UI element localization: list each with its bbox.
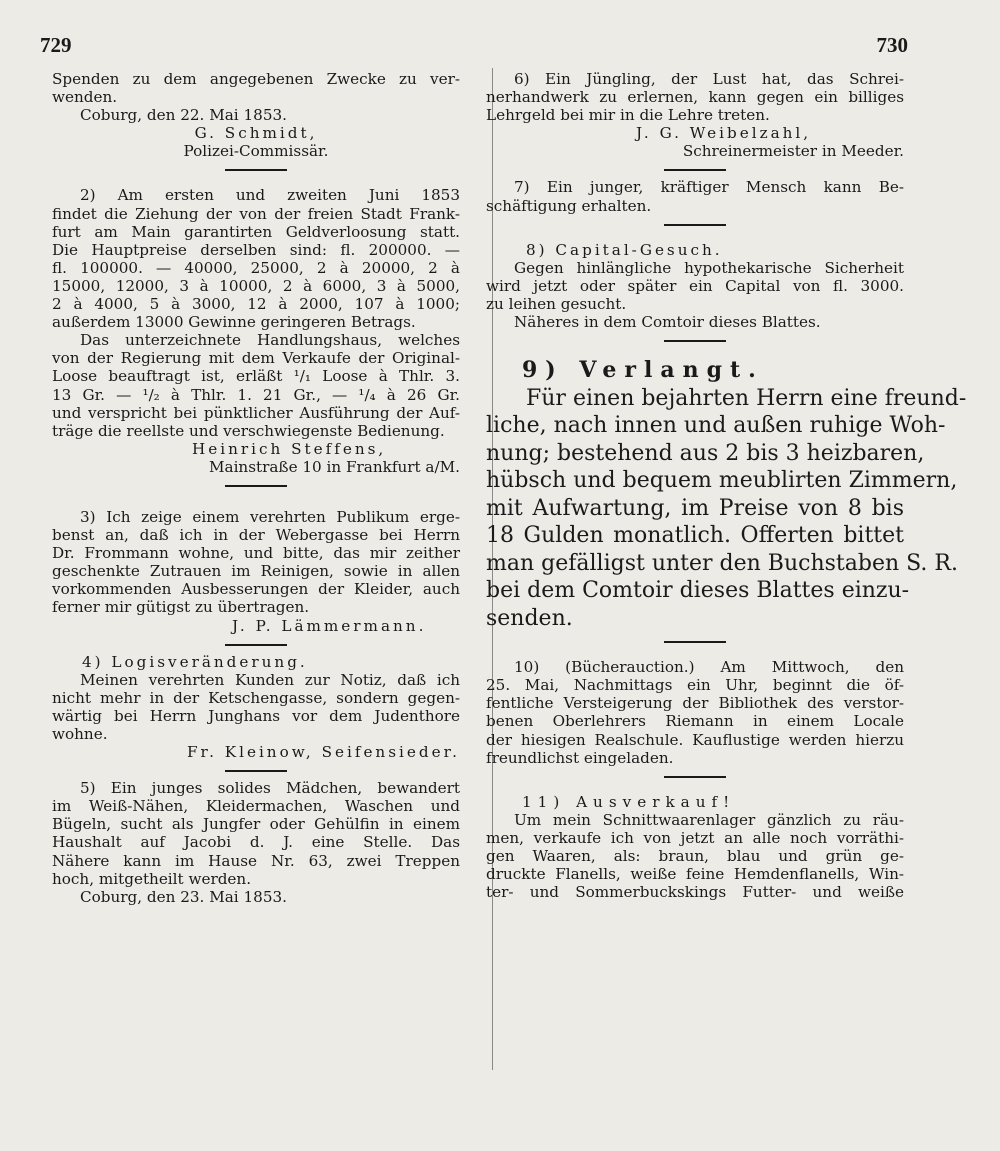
text-line: 6) Ein Jüngling, der Lust hat, das Schrei- xyxy=(514,70,904,88)
text-line: 2) Am ersten und zweiten Juni 1853 xyxy=(80,186,460,205)
text-line: Das unterzeichnete Handlungshaus, welches xyxy=(80,331,460,350)
text-line: druckte Flanells, weiße feine Hemdenflanells, Win- xyxy=(486,865,904,884)
text-line: Dr. Frommann wohne, und bitte, das mir zeither xyxy=(52,544,460,563)
text-line: zu leihen gesucht. xyxy=(486,294,627,313)
section-rule xyxy=(52,160,460,178)
text-line: Haushalt auf Jacobi d. J. eine Stelle. Das xyxy=(52,833,460,852)
notice-heading: 11) Ausverkauf! xyxy=(522,792,736,811)
text-line: wärtig bei Herrn Junghans vor dem Judenthore xyxy=(52,706,460,725)
section-rule xyxy=(486,215,904,233)
notice-3-tailor xyxy=(52,508,460,635)
text-line: Lehrgeld bei mir in die Lehre treten. xyxy=(486,106,770,125)
signature-name: Fr. Kleinow, Seifensieder. xyxy=(186,743,460,762)
text-line: Gegen hinlängliche hypothekarische Sicherheit xyxy=(514,258,904,277)
section-rule xyxy=(52,635,460,653)
text-line: träge die reellste und verschwiegenste Bedienung. xyxy=(52,421,445,440)
signature-name: G. Schmidt, xyxy=(194,124,318,143)
text-line: 25. Mai, Nachmittags ein Uhr, beginnt die öf- xyxy=(486,676,904,695)
text-line: 3) Ich zeige einem verehrten Publikum erge- xyxy=(80,507,460,526)
page-number-right: 730 xyxy=(876,33,908,57)
text-line: Bügeln, sucht als Jungfer oder Gehülfin in einem xyxy=(52,815,460,834)
section-rule xyxy=(52,761,460,779)
text-line: 18 Gulden monatlich. Offerten bittet xyxy=(486,523,904,549)
signature-title: Schreinermeister in Meeder. xyxy=(682,142,904,161)
text-line: Die Hauptpreise derselben sind: fl. 200000. — xyxy=(52,240,460,259)
text-line: wird jetzt oder später ein Capital von fl. 3000. xyxy=(486,276,904,295)
place-date: Coburg, den 22. Mai 1853. xyxy=(80,106,287,125)
section-rule xyxy=(486,632,904,650)
notice-7-job xyxy=(486,178,904,214)
text-line: benen Oberlehrers Riemann in einem Locale xyxy=(486,712,904,731)
text-line: der hiesigen Realschule. Kauflustige werden hierzu xyxy=(486,730,904,749)
notice-11-clearance-sale xyxy=(486,793,904,902)
notice-6-apprentice xyxy=(486,70,904,160)
text-line: bei dem Comtoir dieses Blattes einzu- xyxy=(486,578,910,604)
text-line: men, verkaufe ich von jetzt an alle noch vorräthi- xyxy=(486,828,904,847)
text-line: nicht mehr in der Ketschengasse, sondern gegen- xyxy=(52,688,460,707)
text-line: nung; bestehend aus 2 bis 3 heizbaren, xyxy=(486,440,925,466)
text-line: hübsch und bequem meublirten Zimmern, xyxy=(486,468,958,494)
text-line: mit Aufwartung, im Preise von 8 bis xyxy=(486,495,904,521)
text-line: geschenkte Zutrauen im Reinigen, sowie in allen xyxy=(52,562,460,581)
notice-1-tail xyxy=(52,70,460,160)
signature-title: Polizei-Commissär. xyxy=(183,142,329,161)
section-rule xyxy=(486,331,904,349)
text-line: 15000, 12000, 3 à 10000, 2 à 6000, 3 à 5000, xyxy=(52,276,460,295)
notice-heading: 9) Verlangt. xyxy=(522,357,764,384)
text-line: furt am Main garantirten Geldverloosung statt. xyxy=(52,222,460,241)
notice-heading: 4) Logisveränderung. xyxy=(82,652,308,671)
text-line: 5) Ein junges solides Mädchen, bewandert xyxy=(80,779,460,798)
signature-name: J. G. Weibelzahl, xyxy=(636,124,812,143)
text-line: gen Waaren, als: braun, blau und grün ge- xyxy=(486,846,904,865)
text-line: benst an, daß ich in der Webergasse bei Herrn xyxy=(52,526,460,545)
left-column xyxy=(52,70,460,906)
text-line: ter- und Sommerbuckskings Futter- und weiße xyxy=(486,883,904,902)
section-rule xyxy=(486,160,904,178)
text-line: außerdem 13000 Gewinne geringeren Betrags. xyxy=(52,313,416,332)
text-line: schäftigung erhalten. xyxy=(486,196,652,215)
text-line: 13 Gr. — ¹/₂ à Thlr. 1. 21 Gr., — ¹/₄ à 26 Gr. xyxy=(52,385,460,404)
notice-2-lottery xyxy=(52,186,460,476)
text-line: von der Regierung mit dem Verkaufe der Original- xyxy=(52,349,460,368)
text-line: fentliche Versteigerung der Bibliothek des verstor- xyxy=(486,694,904,713)
text-line: hoch, mitgetheilt werden. xyxy=(52,869,252,888)
notice-10-book-auction xyxy=(486,658,904,767)
text-line: Um mein Schnittwaarenlager gänzlich zu räu- xyxy=(514,810,904,829)
text-line: 10) (Bücherauction.) Am Mittwoch, den xyxy=(514,658,904,677)
signature-name: Heinrich Steffens, xyxy=(192,439,387,458)
text-line: 7) Ein junger, kräftiger Mensch kann Be- xyxy=(514,178,904,197)
text-line: und verspricht bei pünktlicher Ausführung der Auf- xyxy=(52,403,460,422)
right-column xyxy=(486,70,967,902)
text-line: man gefälligst unter den Buchstaben S. R. xyxy=(486,550,958,576)
text-line: vorkommenden Ausbesserungen der Kleider, auch xyxy=(52,580,460,599)
section-rule xyxy=(52,476,460,494)
text-line: Loose beauftragt ist, erläßt ¹/₁ Loose à Thlr. 3. xyxy=(52,367,460,386)
notice-8-capital xyxy=(486,241,904,331)
text-line: senden. xyxy=(486,605,573,631)
text-line: Näheres in dem Comtoir dieses Blattes. xyxy=(514,313,821,332)
notice-9-wanted xyxy=(486,357,967,632)
text-line: Meinen verehrten Kunden zur Notiz, daß ich xyxy=(80,670,460,689)
text-line: Für einen bejahrten Herrn eine freund- xyxy=(526,385,967,411)
text-line: wenden. xyxy=(52,88,118,107)
text-line: Nähere kann im Hause Nr. 63, zwei Treppen xyxy=(52,851,460,870)
text-line: fl. 100000. — 40000, 25000, 2 à 20000, 2 à xyxy=(52,258,460,277)
signature-name: J. P. Lämmermann. xyxy=(232,616,427,635)
text-line: Spenden zu dem angegebenen Zwecke zu ver- xyxy=(52,70,460,88)
notice-heading: 8) Capital-Gesuch. xyxy=(526,240,723,259)
text-line: findet die Ziehung der von der freien Stadt Frank- xyxy=(52,204,460,223)
text-line: wohne. xyxy=(52,725,108,743)
text-line: im Weiß-Nähen, Kleidermachen, Waschen und xyxy=(52,797,460,816)
place-date: Coburg, den 23. Mai 1853. xyxy=(80,887,287,906)
text-line: ferner mir gütigst zu übertragen. xyxy=(52,598,310,617)
text-line: 2 à 4000, 5 à 3000, 12 à 2000, 107 à 1000; xyxy=(52,295,460,314)
text-line: nerhandwerk zu erlernen, kann gegen ein billiges xyxy=(486,88,904,107)
section-rule xyxy=(486,767,904,785)
notice-4-move xyxy=(52,653,460,762)
signature-address: Mainstraße 10 in Frankfurt a/M. xyxy=(208,457,460,476)
text-line: freundlichst eingeladen. xyxy=(486,748,674,767)
text-line: liche, nach innen und außen ruhige Woh- xyxy=(486,413,946,439)
page-number-left: 729 xyxy=(40,33,72,57)
notice-5-maid xyxy=(52,779,460,906)
